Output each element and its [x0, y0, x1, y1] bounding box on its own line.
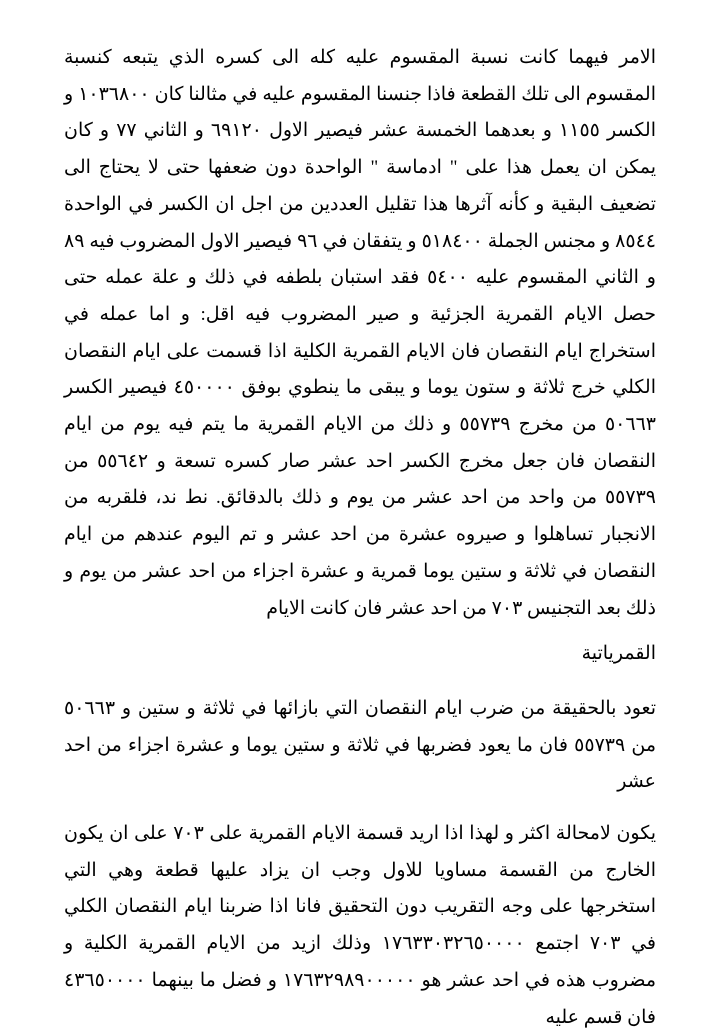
body-paragraph-1: الامر فيهما كانت نسبة المقسوم عليه كله الى كسره الذي يتبعه كنسبة المقسوم الى تلك القطعة فاذا جنسنا المقسوم عليه في مثالنا كان ١٠٣٦٨٠٠ و الكسر ١١٥٥ و بعدهما الخمسة عشر فيصير الاول ٦٩١٢٠ و الثاني ٧٧ و كان يمكن ان يعمل هذا على " ادماسة " الواحدة دون ضعفها حتى لا يحتاج الى تضعيف البقية و كأنه آثرها هذا تقليل العددين من اجل ان الكسر في الواحدة ٨٥٤٤ و مجنس الجملة ٥١٨٤٠٠ و يتفقان في ٩٦ فيصير الاول المضروب فيه ٨٩ و الثاني المقسوم عليه ٥٤٠٠ فقد استبان بلطفه في ذلك و علة عمله حتى حصل الايام القمرية الجزئية و صير المضروب فيه اقل: و اما عمله في استخراج ايام النقصان فان الايام القمرية الكلية اذا قسمت على ايام النقصان الكلي خرج ثلاثة و ستون يوما و يبقى ما ينطوي بوفق ٤٥٠٠٠٠ فيصير الكسر ٥٠٦٦٣ من مخرج ٥٥٧٣٩ و ذلك من الايام القمرية ما يتم فيه يوم من ايام النقصان فان جعل مخرج الكسر احد عشر صار كسره تسعة و ٥٥٦٤٢ من ٥٥٧٣٩ من واحد من احد عشر من يوم و ذلك بالدقائق. نط ند، فلقربه من الانجبار تساهلوا و صيروه عشرة من احد عشر و تم اليوم عندهم من ايام النقصان في ثلاثة و ستين يوما قمرية و عشرة اجزاء من احد عشر من يوم و ذلك بعد التجنيس ٧٠٣ من احد عشر فان كانت الايام: [64, 47, 656, 619]
document-page: [64, 40, 656, 1036]
body-paragraph-3: يكون لامحالة اكثر و لهذا اذا اريد قسمة الايام القمرية على ٧٠٣ على ان يكون الخارج من القسمة مساويا للاول وجب ان يزاد عليها قطعة وهي التي استخرجها على وجه التقريب دون التحقيق فانا اذا ضربنا ايام النقصان الكلي في ٧٠٣ اجتمع ١٧٦٣٣٠٣٢٦٥٠٠٠٠ وذلك ازيد من الايام القمرية الكلية و مضروب هذه في احد عشر هو ١٧٦٣٢٩٨٩٠٠٠٠٠ و فضل ما بينهما ٤٣٦٥٠٠٠٠ فان قسم عليه: [64, 823, 656, 1028]
section-heading: القمرياتية: [581, 643, 656, 665]
body-paragraph-2: تعود بالحقيقة من ضرب ايام النقصان التي بازائها في ثلاثة و ستين و ٥٠٦٦٣ من ٥٥٧٣٩ فان ما يعود فضربها في ثلاثة و ستين يوما و عشرة اجزاء من احد عشر: [64, 697, 656, 793]
